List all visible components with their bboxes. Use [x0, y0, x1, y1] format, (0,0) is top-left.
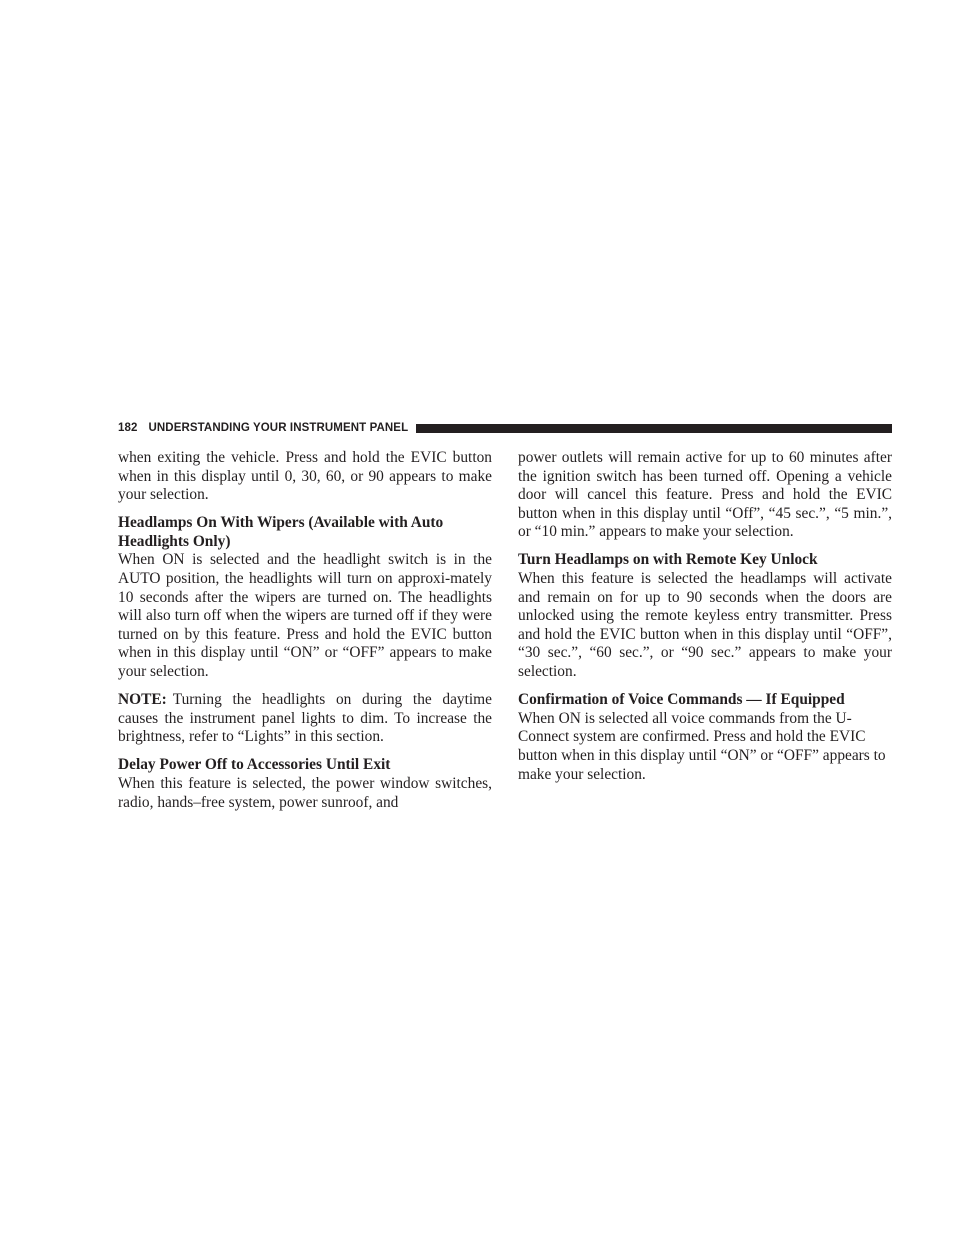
- note-label: NOTE:: [118, 691, 167, 709]
- continuation-paragraph: power outlets will remain active for up to 60 minutes after the ignition switch has been turned off. Opening a vehicle door will cancel this feature. Press and hold the EVIC button when in this display until “Off”, “45 sec.”, “5 min.”, or “10 min.” appears to make your selection.: [518, 449, 892, 541]
- intro-paragraph: when exiting the vehicle. Press and hold the EVIC button when in this display until 0, 30, 60, or 90 appears to make your selection.: [118, 449, 492, 504]
- remote-unlock-body: When this feature is selected the headlamps will activate and remain on for up to 90 seconds when the doors are unlocked using the remote keyless entry transmitter. Press and hold the EVIC button when in this display until “OFF”, “30 sec.”, “60 sec.”, or “90 sec.” appears to make your selection.: [518, 570, 892, 681]
- page-number: 182: [118, 422, 138, 434]
- right-column: [518, 449, 892, 794]
- page-header: [118, 419, 892, 437]
- voice-commands-body: When ON is selected all voice commands from the U-Connect system are confirmed. Press and hold the EVIC button when in this display until “ON” or “OFF” appears to make your selection.: [518, 709, 886, 783]
- note-text: Turning the headlights on during the daytime causes the instrument panel lights to dim. To increase the brightness, refer to “Lights” in this section.: [118, 691, 492, 746]
- headlamps-wipers-body: When ON is selected and the headlight switch is in the AUTO position, the headlights will turn on approxi-mately 10 seconds after the wipers are turned on. The headlights will also turn off when the wipers are turned off if they were turned on by this feature. Press and hold the EVIC button when in this display until “ON” or “OFF” appears to make your selection.: [118, 551, 492, 681]
- note-paragraph: [118, 691, 492, 747]
- header-rule: [416, 424, 892, 433]
- headlamps-wipers-heading: Headlamps On With Wipers (Available with Auto Headlights Only): [118, 514, 444, 550]
- section-title: UNDERSTANDING YOUR INSTRUMENT PANEL: [148, 422, 409, 434]
- voice-commands-heading: Confirmation of Voice Commands — If Equipped: [518, 691, 845, 709]
- delay-power-body: When this feature is selected, the power window switches, radio, hands–free system, power sunroof, and: [118, 775, 492, 811]
- left-column: [118, 449, 492, 822]
- remote-unlock-heading: Turn Headlamps on with Remote Key Unlock: [518, 551, 818, 569]
- delay-power-heading: Delay Power Off to Accessories Until Exit: [118, 756, 391, 774]
